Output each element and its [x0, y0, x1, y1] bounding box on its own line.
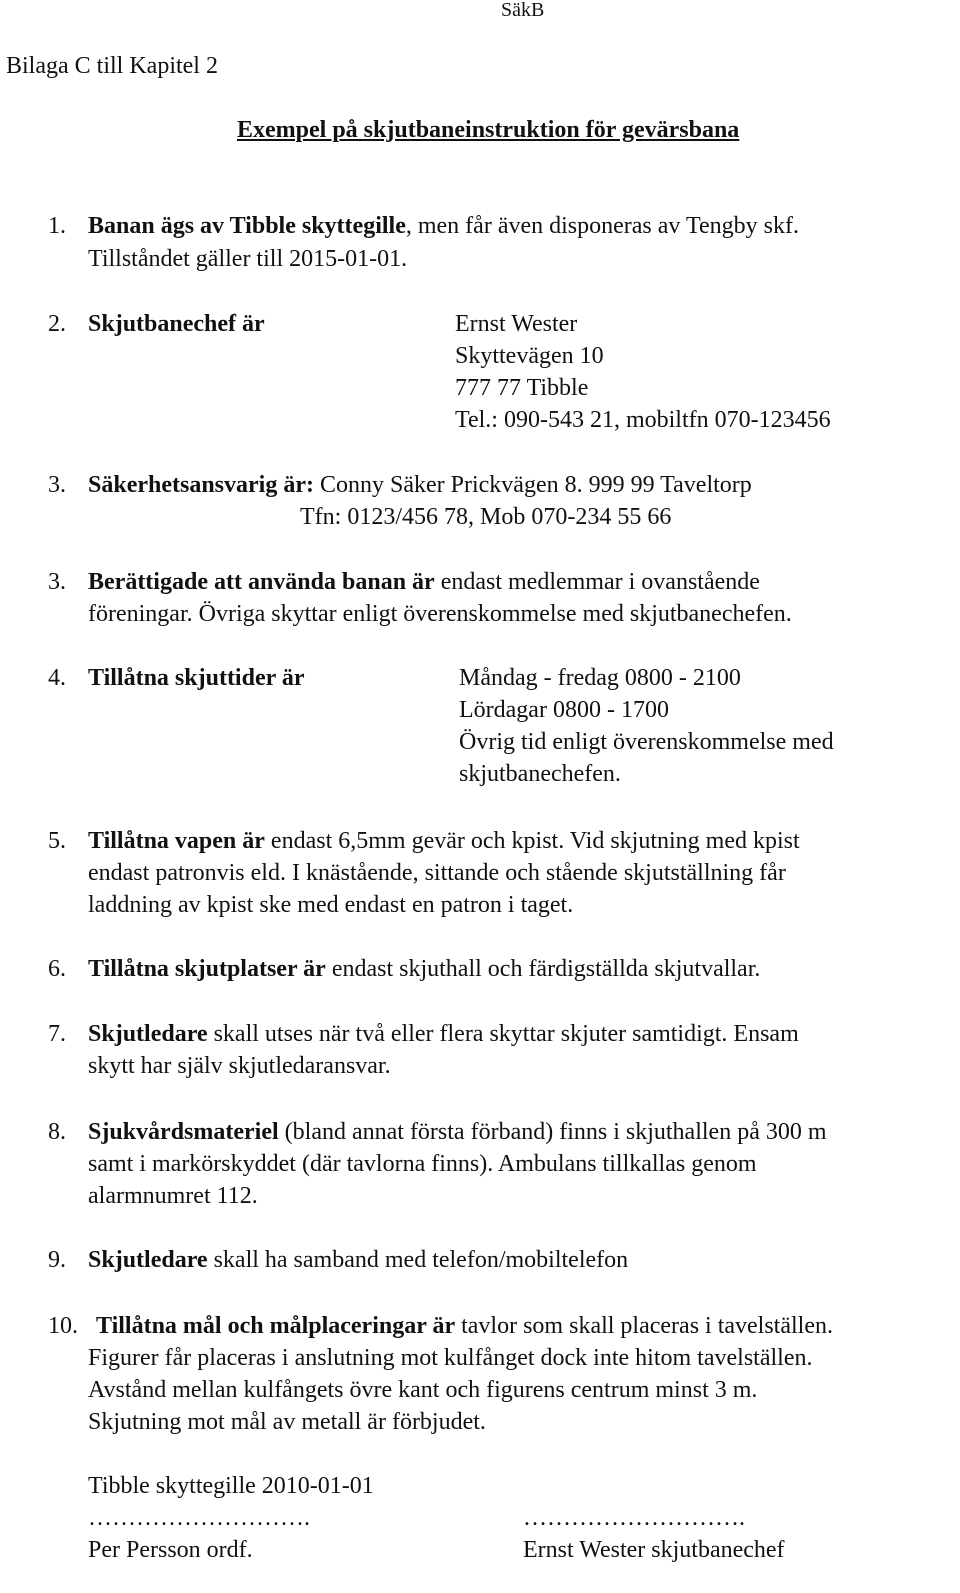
item-number: 2.: [48, 311, 66, 337]
item-line: [88, 1116, 827, 1148]
other-hours: Övrig tid enligt överenskommelse med: [459, 729, 834, 755]
item-text: Skjutning mot mål av metall är förbjudet.: [88, 1409, 486, 1435]
signatory-range-chief: Ernst Wester skjutbanechef: [523, 1537, 785, 1563]
item-line: [88, 825, 800, 857]
item-heading: Sjukvårdsmateriel: [88, 1119, 279, 1145]
item-line: [88, 566, 760, 598]
item-number: 3.: [48, 472, 66, 498]
item-text: endast patronvis eld. I knästående, sittande och stående skjutställning får: [88, 860, 786, 886]
item-text: samt i markörskyddet (där tavlorna finns). Ambulans tillkallas genom: [88, 1151, 757, 1177]
item-text: Conny Säker Prickvägen 8. 999 99 Taveltorp: [313, 472, 752, 498]
item-text: föreningar. Övriga skyttar enligt överenskommelse med skjutbanechefen.: [88, 601, 792, 627]
item-number: 5.: [48, 828, 66, 854]
item-text: skall utses när två eller flera skyttar skjuter samtidigt. Ensam: [207, 1021, 799, 1047]
item-number: 3.: [48, 569, 66, 595]
item-text: skytt har själv skjutledaransvar.: [88, 1053, 391, 1079]
item-heading: Skjutledare: [88, 1247, 208, 1273]
signature-line-left: ……………………….: [88, 1505, 310, 1531]
item-line: [88, 469, 752, 501]
item-heading: Säkerhetsansvarig är:: [88, 472, 314, 498]
chef-phone: Tel.: 090-543 21, mobiltfn 070-123456: [455, 407, 831, 433]
item-number: 7.: [48, 1021, 66, 1047]
place-date: Tibble skyttegille 2010-01-01: [88, 1473, 374, 1499]
item-text: , men får även disponeras av Tengby skf.: [405, 213, 799, 239]
signatory-chair: Per Persson ordf.: [88, 1537, 253, 1563]
item-line: [88, 210, 799, 242]
signature-line-right: ……………………….: [523, 1505, 745, 1531]
item-number: 10.: [48, 1313, 78, 1339]
saturday-hours: Lördagar 0800 - 1700: [459, 697, 669, 723]
weekday-hours: Måndag - fredag 0800 - 2100: [459, 665, 741, 691]
item-line: [88, 953, 760, 985]
item-number: 1.: [48, 213, 66, 239]
chef-name: Ernst Wester: [455, 311, 578, 337]
safety-phone: Tfn: 0123/456 78, Mob 070-234 55 66: [300, 504, 672, 530]
item-heading: Skjutbanechef är: [88, 311, 265, 337]
item-text: Figurer får placeras i anslutning mot kulfånget dock inte hitom tavelställen.: [88, 1345, 813, 1371]
item-heading: Tillåtna mål och målplaceringar är: [96, 1313, 456, 1339]
item-line: [96, 1310, 833, 1342]
item-text: Avstånd mellan kulfångets övre kant och figurens centrum minst 3 m.: [88, 1377, 758, 1403]
item-heading: Tillåtna vapen är: [88, 828, 265, 854]
item-heading: Berättigade att använda banan är: [88, 569, 435, 595]
document-title: Exempel på skjutbaneinstruktion för gevärsbana: [237, 117, 740, 143]
item-text: endast medlemmar i ovanstående: [434, 569, 760, 595]
document-code: SäkB: [501, 0, 545, 21]
item-text: endast 6,5mm gevär och kpist. Vid skjutning med kpist: [264, 828, 800, 854]
appendix-label: Bilaga C till Kapitel 2: [6, 53, 218, 79]
item-number: 4.: [48, 665, 66, 691]
item-text: Tillståndet gäller till 2015-01-01.: [88, 246, 408, 272]
item-number: 6.: [48, 956, 66, 982]
item-number: 9.: [48, 1247, 66, 1273]
other-hours-cont: skjutbanechefen.: [459, 761, 621, 787]
item-text: (bland annat första förband) finns i skjuthallen på 300 m: [278, 1119, 827, 1145]
item-heading: Tillåtna skjuttider är: [88, 665, 305, 691]
item-text: skall ha samband med telefon/mobiltelefon: [207, 1247, 629, 1273]
item-text: alarmnumret 112.: [88, 1183, 258, 1209]
item-text: laddning av kpist ske med endast en patron i taget.: [88, 892, 574, 918]
chef-postal: 777 77 Tibble: [455, 375, 589, 401]
item-heading: Tillåtna skjutplatser är: [88, 956, 326, 982]
item-number: 8.: [48, 1119, 66, 1145]
item-text: tavlor som skall placeras i tavelställen.: [455, 1313, 833, 1339]
item-heading: Banan ägs av Tibble skyttegille: [88, 213, 406, 239]
chef-street: Skyttevägen 10: [455, 343, 604, 369]
item-heading: Skjutledare: [88, 1021, 208, 1047]
item-line: [88, 1018, 799, 1050]
item-line: [88, 1244, 628, 1276]
item-text: endast skjuthall och färdigställda skjutvallar.: [325, 956, 761, 982]
